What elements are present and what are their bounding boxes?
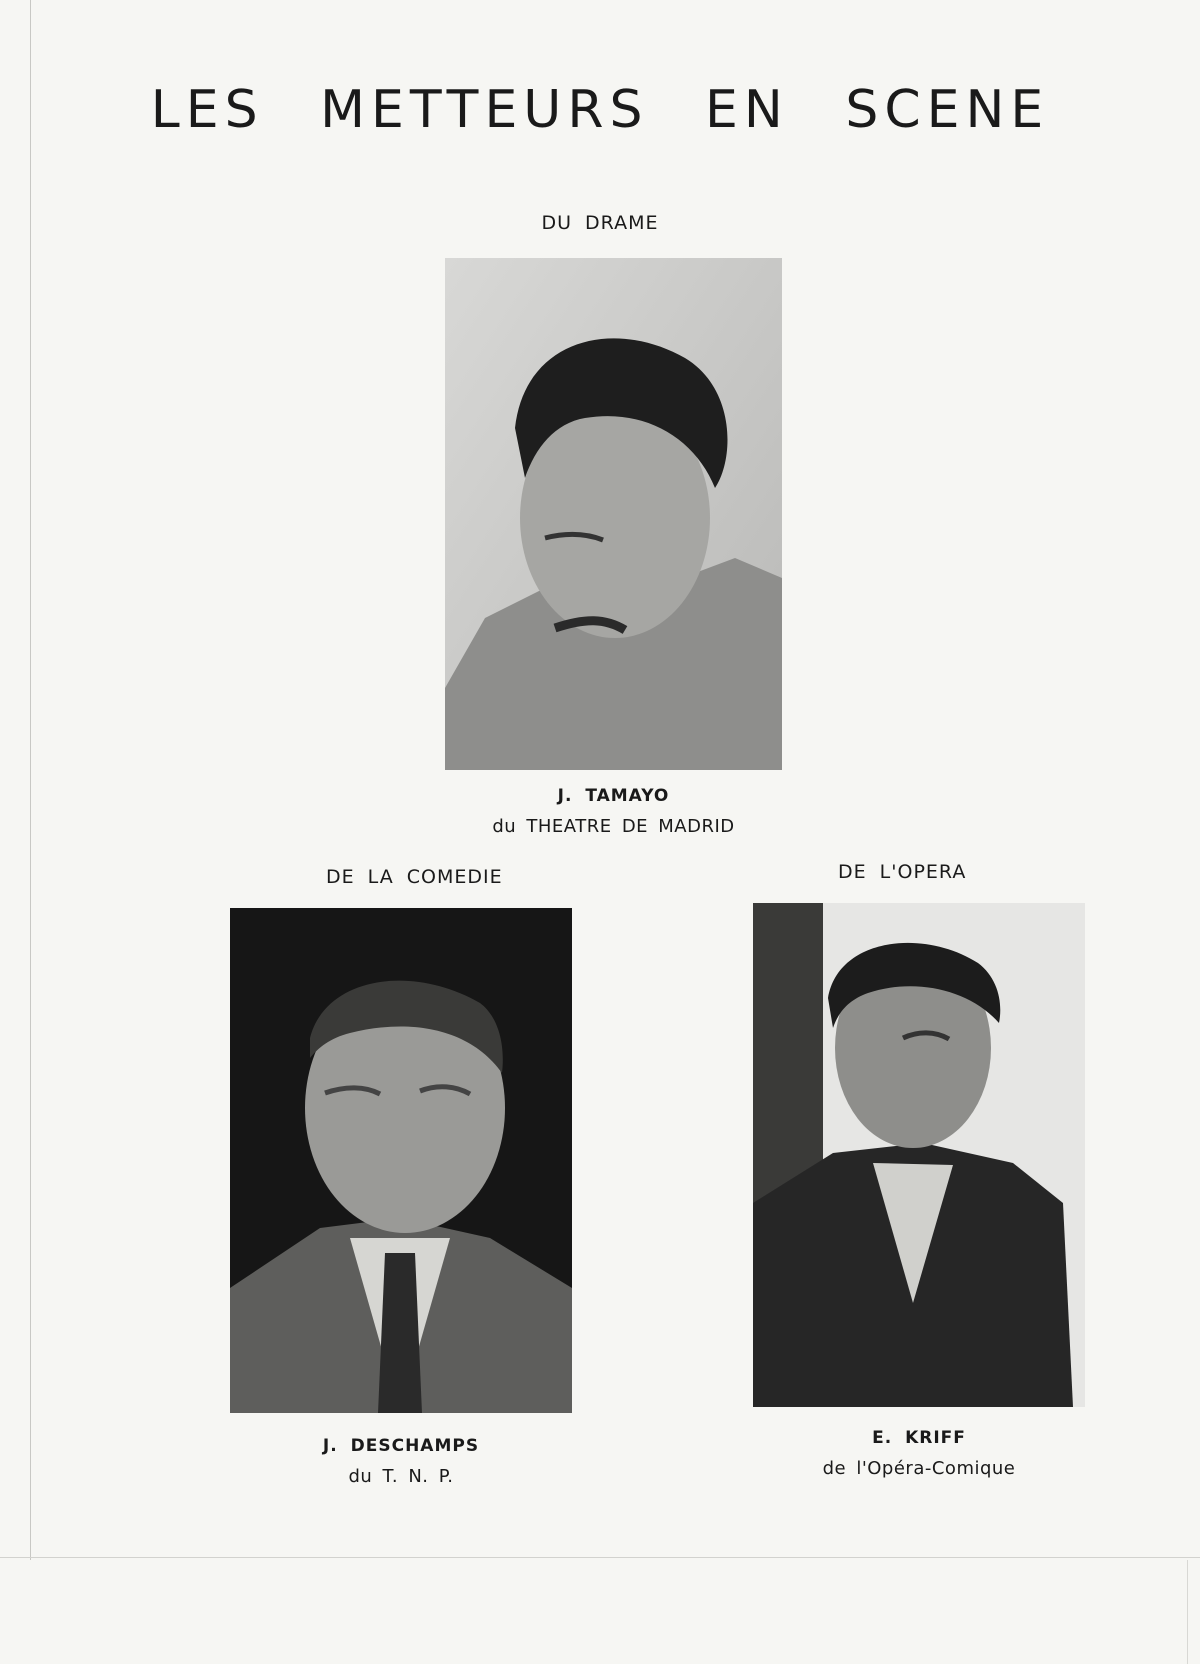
section-heading-drame: DU DRAME	[541, 212, 659, 234]
section-heading-opera: DE L'OPERA	[838, 861, 967, 883]
portrait-photo-tamayo	[445, 258, 782, 770]
person-affiliation-kriff: de l'Opéra-Comique	[822, 1458, 1016, 1479]
page-edge-right	[1187, 1560, 1188, 1664]
portrait-photo-kriff	[753, 903, 1085, 1407]
page-edge-bottom	[0, 1557, 1200, 1558]
person-name-tamayo: J. TAMAYO	[557, 786, 670, 806]
person-name-deschamps: J. DESCHAMPS	[322, 1436, 480, 1456]
person-name-kriff: E. KRIFF	[872, 1428, 966, 1448]
page-edge-left	[30, 0, 31, 1560]
person-affiliation-tamayo: du THEATRE DE MADRID	[492, 816, 735, 837]
person-affiliation-deschamps: du T. N. P.	[348, 1466, 454, 1487]
section-heading-comedie: DE LA COMEDIE	[326, 866, 503, 888]
portrait-photo-deschamps	[230, 908, 572, 1413]
page-title: LES METTEURS EN SCENE	[150, 80, 1050, 140]
